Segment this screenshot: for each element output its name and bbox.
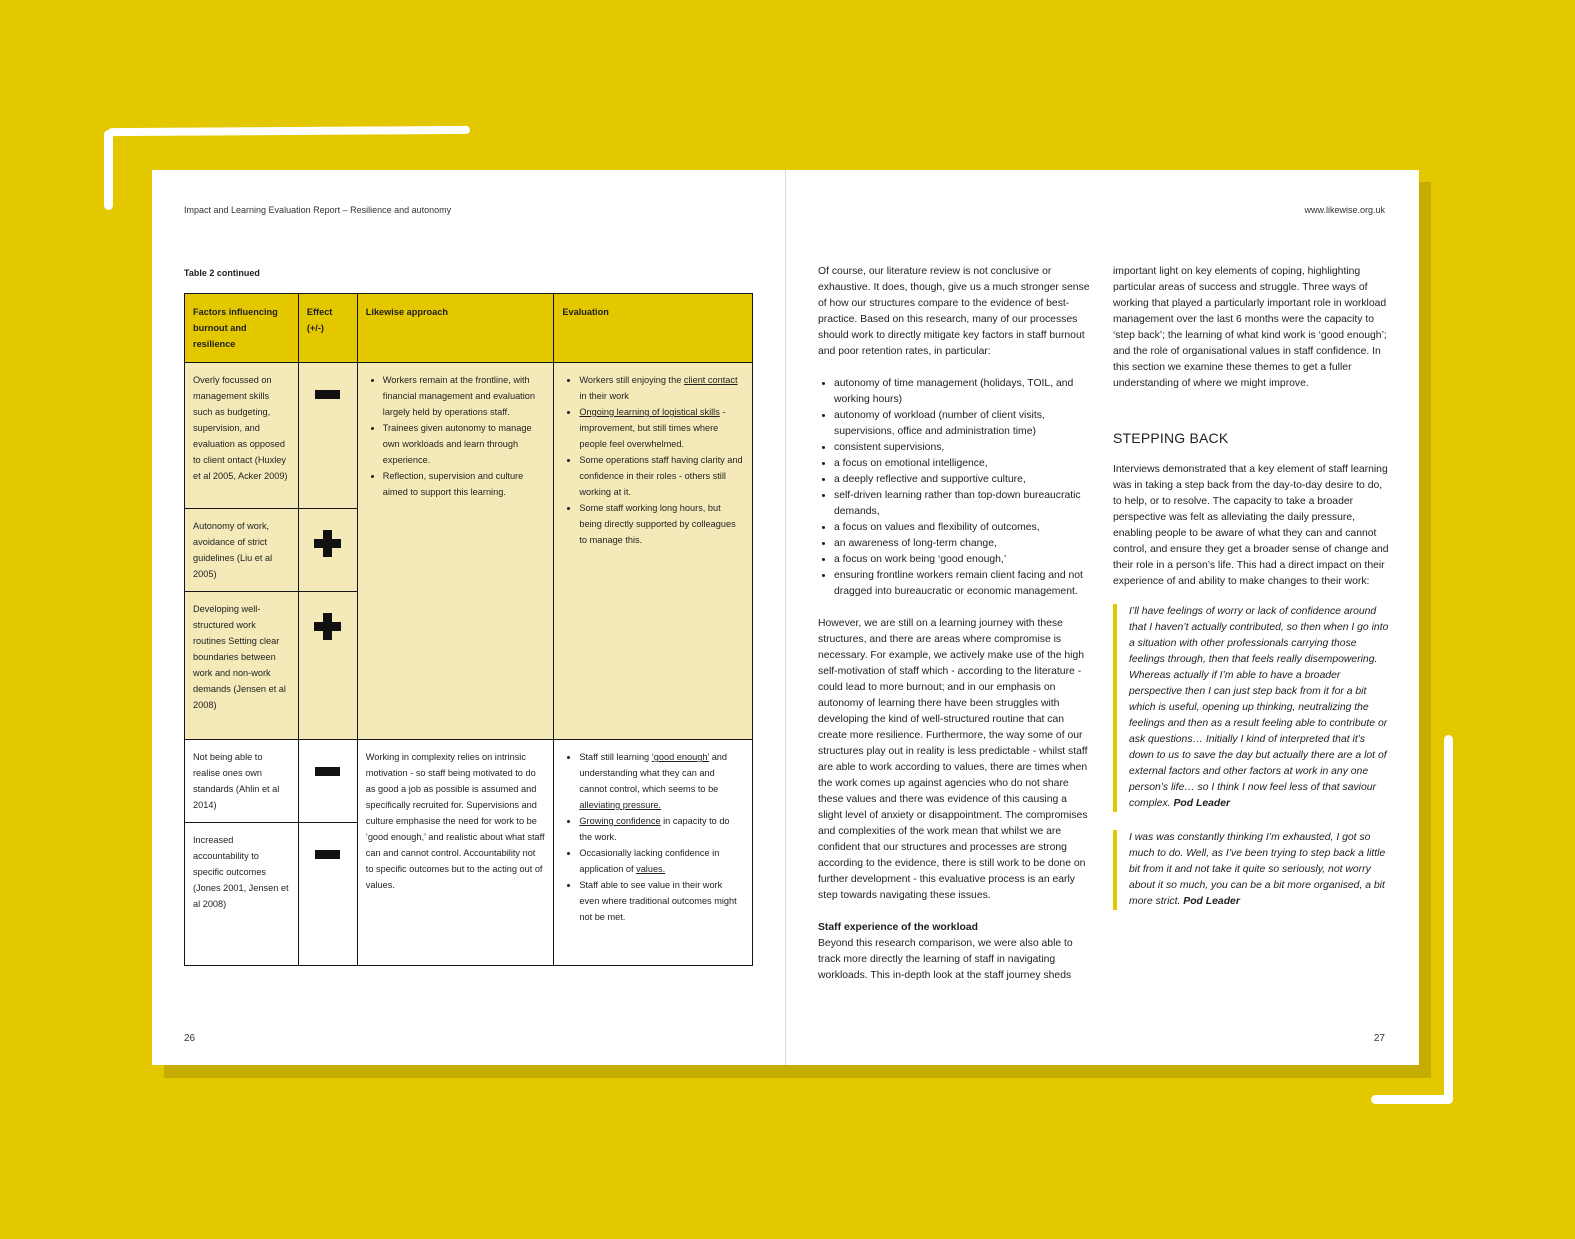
factor-cell: Increased accountability to specific outcomes (Jones 2001, Jensen et al 2008) [185, 823, 299, 966]
factor-cell: Not being able to realise ones own standards (Ahlin et al 2014) [185, 740, 299, 823]
list-item: • consistent supervisions, [834, 440, 1090, 456]
logistical-skills-link[interactable]: Ongoing learning of logistical skills [579, 407, 720, 417]
page-number-left: 26 [184, 1033, 196, 1044]
effect-cell [298, 509, 357, 592]
research-comparison-paragraph: Beyond this research comparison, we were also able to track more directly the learning of staff in navigating workloads. This in-depth look at the staff journey sheds [818, 938, 1073, 981]
effect-cell [298, 740, 357, 823]
frame-corner-top-left [108, 126, 470, 136]
approach-list [366, 372, 546, 500]
table-header-row [185, 294, 753, 363]
evaluation-cell [554, 363, 753, 740]
header-evaluation: Evaluation [554, 294, 753, 363]
text-span: - improvement, but still times where people feel overwhelmed. [579, 407, 726, 449]
stepping-back-paragraph: Interviews demonstrated that a key element of staff learning was in taking a step back from the day-to-day desire to do, to help, or to resolve. The capacity to take a broader perspective was felt as alleviating the daily pressure, enabling people to be aware of what they can and cannot control, and ensure they get a broader sense of change and their role in a person’s life. This had a direct impact on their experience of and ability to make changes to their work: [1113, 464, 1389, 587]
minus-icon [315, 850, 340, 859]
effect-cell [298, 363, 357, 509]
mitigation-list [818, 376, 1090, 600]
list-item: • Reflection, supervision and culture aimed to support this learning. [383, 468, 546, 500]
text-span: Occasionally lacking confidence in application of [579, 848, 720, 874]
text-column-1 [818, 264, 1090, 984]
table-caption: Table 2 continued [184, 268, 260, 278]
pull-quote [1113, 604, 1389, 812]
quote-attribution: Pod Leader [1183, 896, 1240, 907]
plus-icon [314, 613, 341, 640]
frame-corner-bottom-right-vertical [1444, 735, 1453, 1103]
learning-journey-paragraph: However, we are still on a learning journey with these structures, and there are areas where compromise is necessary. For example, we actively make use of the high self-motivation of staff which - according to the literature - could lead to more burnout; and in our emphasis on autonomy of learning there have been struggles with developing the kind of well-structured routine that can create more resilience. Furthermore, the way some of our structures play out in reality is less predictable - whilst staff are able to work according to values, there are times when the work comes up against agencies who do not share these values and there was evidence of this causing a slight level of anxiety or disappointment. The compromises and complexities of the work mean that whilst we are confident that our structures and processes are strong according to the evidence, there is still work to be done on further development - this evaluative process is an early step towards navigating these issues. [818, 618, 1088, 901]
text-span: Workers still enjoying the [579, 375, 682, 385]
plus-icon [314, 530, 341, 557]
section-title: STEPPING BACK [1113, 430, 1229, 446]
text-span: in their work [579, 391, 629, 401]
list-item [579, 372, 744, 404]
frame-corner-top-left-vertical [104, 130, 113, 210]
list-item: • an awareness of long-term change, [834, 536, 1090, 552]
factor-cell: Developing well-structured work routines Setting clear boundaries between work and non-work demands (Jensen et al 2008) [185, 592, 299, 740]
alleviating-pressure-link[interactable]: alleviating pressure. [579, 800, 662, 810]
good-enough-link[interactable]: ‘good enough’ [651, 752, 710, 762]
evaluation-list [562, 372, 744, 548]
list-item: • Trainees given autonomy to manage own workloads and learn through experience. [383, 420, 546, 468]
workload-subheading: Staff experience of the workload [818, 922, 978, 933]
header-approach: Likewise approach [357, 294, 554, 363]
list-item: • self-driven learning rather than top-down bureaucratic demands, [834, 488, 1090, 520]
factor-cell: Overly focussed on management skills such as budgeting, supervision, and evaluation as opposed to client ontact (Huxley et al 2005, Acker 2009) [185, 363, 299, 509]
list-item: • a focus on values and flexibility of outcomes, [834, 520, 1090, 536]
coping-paragraph: important light on key elements of coping, highlighting particular areas of success and struggle. Three ways of working that played a particularly important role in workload management over the last 6 months were the capacity to ‘step back’; the learning of what kind work is ‘good enough’; and the role of organisational values in staff confidence. In this section we examine these themes to get a fuller understanding of where we might improve. [1113, 266, 1387, 389]
text-span: and understanding what they can and cannot control, which seems to be [579, 752, 728, 794]
effect-cell [298, 592, 357, 740]
table-row [185, 363, 753, 509]
list-item [579, 845, 744, 877]
list-item: • Some operations staff having clarity and confidence in their roles - others still working at it. [579, 452, 744, 500]
approach-cell: Working in complexity relies on intrinsic motivation - so staff being motivated to do as good a job as possible is assumed and specifically recruited for. Supervisions and culture emphasise the need for work to be ‘good enough,’ and realistic about what staff can and cannot control. Accountability not to specific outcomes but to the acting out of values. [357, 740, 554, 966]
header-effect: Effect (+/-) [298, 294, 357, 363]
text-span: Staff still learning [579, 752, 650, 762]
factors-table [184, 293, 753, 966]
evaluation-cell [554, 740, 753, 966]
quote-text: I was was constantly thinking I’m exhausted, I got so much to do. Well, as I’ve been trying to step back a little bit from it and not take it quite so seriously, not worry about it so much, you can be a bit more organised, a bit more strict. [1129, 832, 1386, 907]
client-contact-link[interactable]: client contact [683, 375, 738, 385]
list-item [579, 404, 744, 452]
site-url: www.likewise.org.uk [1304, 205, 1385, 215]
values-link[interactable]: values. [636, 864, 666, 874]
list-item: • autonomy of workload (number of client visits, supervisions, office and administration time) [834, 408, 1090, 440]
table-row [185, 740, 753, 823]
list-item: • a deeply reflective and supportive culture, [834, 472, 1090, 488]
list-item [579, 813, 744, 845]
growing-confidence-link[interactable]: Growing confidence [579, 816, 661, 826]
list-item: • a focus on emotional intelligence, [834, 456, 1090, 472]
header-factors: Factors influencing burnout and resilience [185, 294, 299, 363]
list-item: • Staff able to see value in their work even where traditional outcomes might not be met. [579, 877, 744, 925]
page-number-right: 27 [1373, 1033, 1385, 1044]
evaluation-list [562, 749, 744, 925]
text-column-2 [1113, 264, 1389, 910]
list-item: • a focus on work being ‘good enough,’ [834, 552, 1090, 568]
list-item: • autonomy of time management (holidays, TOIL, and working hours) [834, 376, 1090, 408]
approach-cell [357, 363, 554, 740]
effect-cell [298, 823, 357, 966]
quote-attribution: Pod Leader [1173, 798, 1231, 809]
minus-icon [315, 390, 340, 399]
page-gutter [785, 170, 786, 1065]
quote-text: I’ll have feelings of worry or lack of confidence around that I haven’t actually contributed, so then when I go into a situation with other professionals carrying those feelings through, then that feels really disempowering. Whereas actually if I’m able to have a broader perspective then I can just step back from it for a bit which is useful, opening up thinking, neutralizing the feelings and then as a result feeling able to contribute or ask questions… Initially I kind of interpreted that it’s down to us to save the day but actually there are a lot of external factors and other factors at work in any one person’s life… so I think I now feel less of that saviour complex. [1129, 606, 1389, 809]
list-item: • Workers remain at the frontline, with financial management and evaluation largely held by operations staff. [383, 372, 546, 420]
minus-icon [315, 767, 340, 776]
running-head: Impact and Learning Evaluation Report – Resilience and autonomy [184, 205, 452, 215]
factor-cell: Autonomy of work, avoidance of strict guidelines (Liu et al 2005) [185, 509, 299, 592]
pull-quote [1113, 830, 1389, 910]
list-item: • Some staff working long hours, but being directly supported by colleagues to manage this. [579, 500, 744, 548]
list-item: • ensuring frontline workers remain client facing and not dragged into bureaucratic or economic management. [834, 568, 1090, 600]
intro-paragraph: Of course, our literature review is not conclusive or exhaustive. It does, though, give us a much stronger sense of how our structures compare to the evidence of best-practice. Based on this research, many of our processes should work to directly mitigate key factors in staff burnout and poor retention rates, in particular: [818, 266, 1090, 357]
text-span: in capacity to do the work. [579, 816, 730, 842]
frame-corner-bottom-right [1371, 1095, 1453, 1104]
list-item [579, 749, 744, 813]
